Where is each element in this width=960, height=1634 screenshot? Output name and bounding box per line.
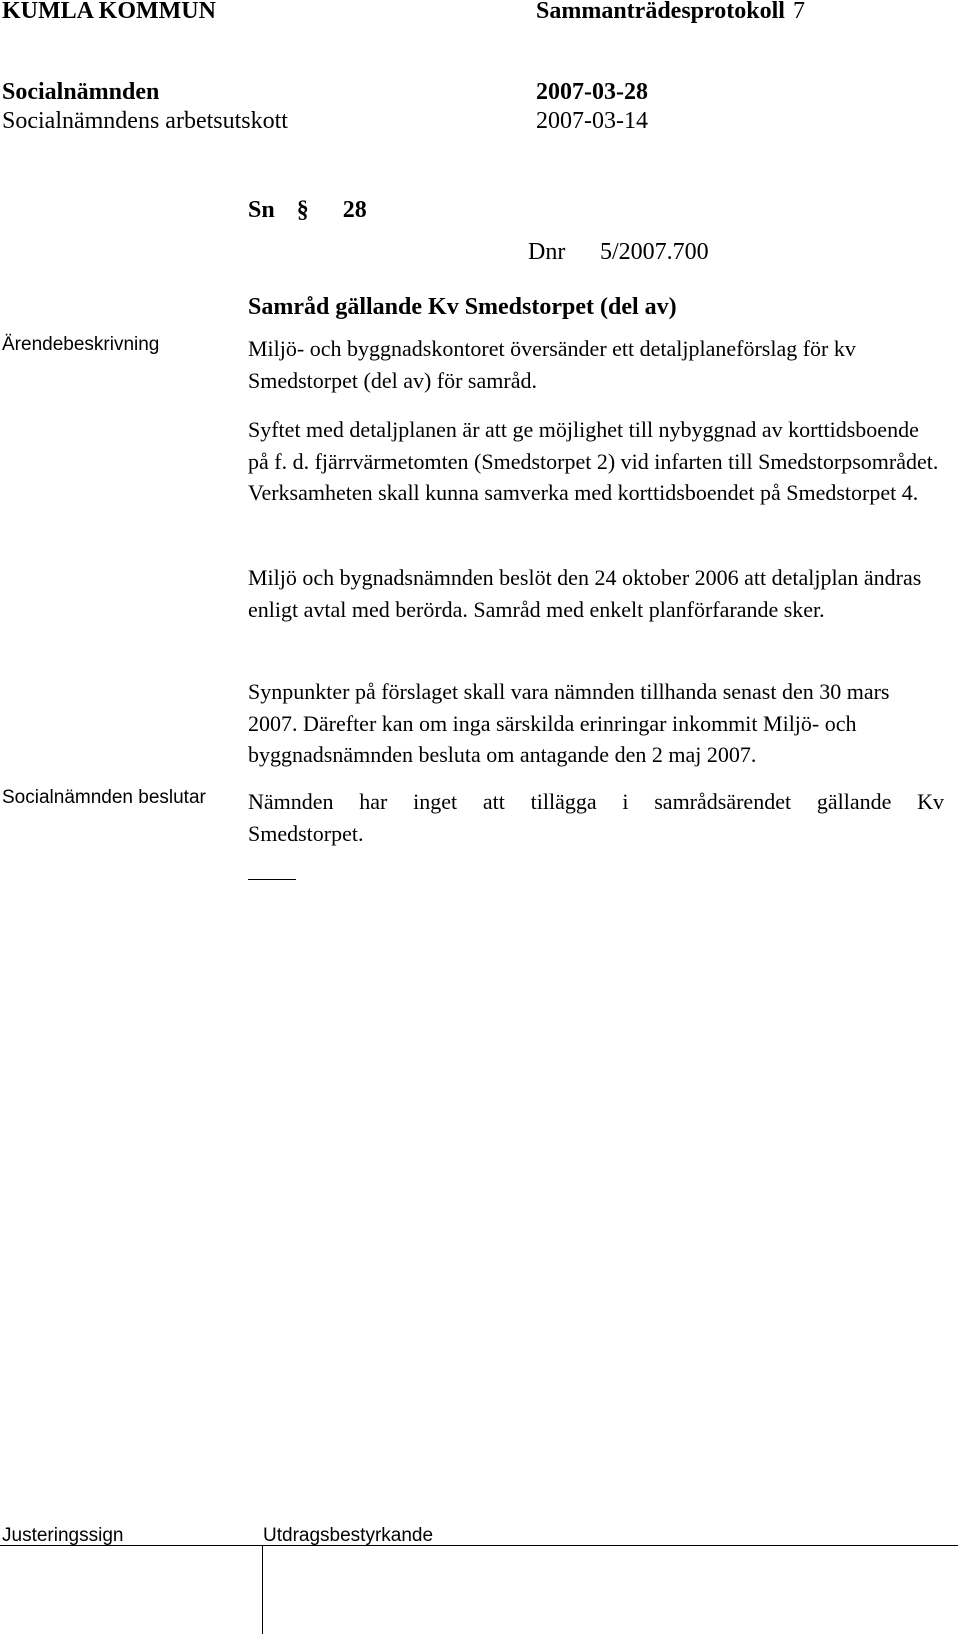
description-label: Ärendebeskrivning: [2, 334, 160, 355]
paragraph-heading: [248, 196, 367, 224]
description-paragraph-3: Miljö och bygnadsnämnden beslöt den 24 oktober 2006 att detaljplan ändras enligt avtal med berörda. Samråd med enkelt planförfarande sker.: [248, 565, 922, 622]
committee-name: Socialnämnden: [2, 79, 160, 105]
committee-date: 2007-03-28: [536, 79, 648, 105]
end-rule: [248, 879, 296, 880]
dnr-value: 5/2007.700: [600, 239, 709, 265]
description-paragraph-4: Synpunkter på förslaget skall vara nämnden tillhanda senast den 30 mars 2007. Därefter kan om inga särskilda erinringar inkommit Miljö- och byggnadsnämnden besluta om antagande den 2 maj 2007.: [248, 679, 890, 767]
paragraph-symbol: §: [296, 197, 309, 223]
dnr-label: Dnr: [528, 239, 566, 265]
decision-line-2: Smedstorpet.: [248, 821, 364, 846]
decision-label: Socialnämnden beslutar: [2, 787, 206, 808]
description-paragraph-2: Syftet med detaljplanen är att ge möjlighet till nybyggnad av korttidsboende på f. d. fjärrvärmetomten (Smedstorpet 2) vid infarten till Smedstorpsområdet. Verksamheten skall kunna samverka med korttidsboendet på Smedstorpet 4.: [248, 417, 939, 505]
paragraph-number: 28: [342, 197, 367, 223]
municipality-name: KUMLA KOMMUN: [2, 0, 216, 24]
paragraph-label: Sn: [248, 197, 275, 223]
case-title: Samråd gällande Kv Smedstorpet (del av): [248, 294, 677, 320]
page-number: 7: [793, 0, 805, 24]
subcommittee-date: 2007-03-14: [536, 108, 648, 134]
footer-utdragsbestyrkande: Utdragsbestyrkande: [263, 1525, 434, 1546]
footer-divider: [0, 1545, 958, 1546]
decision-line-1: Nämnden har inget att tillägga i samrådsärendet gällande Kv: [248, 789, 944, 814]
subcommittee-name: Socialnämndens arbetsutskott: [2, 108, 288, 134]
footer-justeringssign: Justeringssign: [2, 1525, 124, 1546]
footer-vertical-divider: [262, 1546, 263, 1634]
description-paragraph-1: Miljö- och byggnadskontoret översänder ett detaljplaneförslag för kv Smedstorpet (del av) för samråd.: [248, 336, 856, 393]
document-type: Sammanträdesprotokoll: [536, 0, 785, 24]
